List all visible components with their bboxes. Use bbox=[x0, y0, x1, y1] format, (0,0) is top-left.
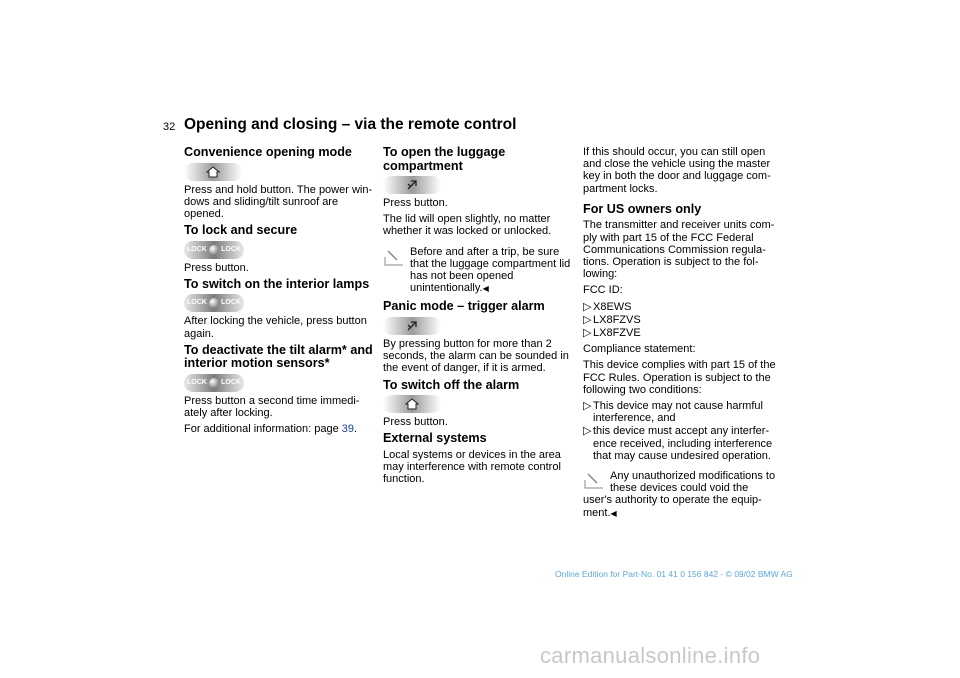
fcc-id: LX8FZVS bbox=[593, 313, 641, 326]
home-icon bbox=[206, 166, 220, 178]
page-link[interactable]: 39 bbox=[341, 423, 355, 436]
heading-open-luggage: To open the luggage compartment bbox=[383, 145, 506, 173]
fcc-id-list bbox=[583, 301, 778, 340]
heading-switch-off-alarm: To switch off the alarm bbox=[383, 377, 520, 392]
note-pencil-icon bbox=[583, 470, 605, 490]
fcc-id: LX8FZVE bbox=[593, 326, 641, 339]
end-mark: ◀ bbox=[482, 284, 489, 294]
bullet-icon: ▷ bbox=[583, 313, 592, 326]
additional-info bbox=[184, 423, 374, 435]
text-open-luggage-2: The lid will open slightly, no matter whether it was locked or unlocked. bbox=[383, 213, 552, 238]
lock-label-left: LOCK bbox=[187, 378, 207, 386]
list-item bbox=[583, 327, 778, 339]
conditions-list bbox=[583, 400, 778, 462]
trunk-button-image bbox=[383, 176, 441, 194]
page-number: 32 bbox=[163, 121, 176, 133]
text-convenience-opening: Press and hold button. The power win-dows and sliding/tilt sunroof are opened. bbox=[184, 183, 373, 220]
list-item bbox=[583, 400, 778, 424]
trunk-button-image bbox=[383, 317, 441, 335]
lock-label-left: LOCK bbox=[187, 245, 207, 253]
heading-deactivate-tilt-alarm: To deactivate the tilt alarm* and interior motion sensors* bbox=[184, 342, 373, 371]
bullet-icon: ▷ bbox=[583, 300, 592, 313]
lock-disc-icon bbox=[209, 245, 219, 255]
trunk-key-icon bbox=[405, 319, 419, 333]
lock-disc-icon bbox=[209, 378, 219, 388]
text-compliance: This device complies with part 15 of the FCC Rules. Operation is subject to the following two conditions: bbox=[583, 359, 776, 396]
trunk-key-icon bbox=[405, 178, 419, 192]
lock-disc-icon bbox=[209, 298, 219, 308]
lock-button-image bbox=[184, 294, 244, 312]
lock-button-image bbox=[184, 241, 244, 259]
text-external-systems: Local systems or devices in the area may interference with remote control function. bbox=[383, 448, 561, 486]
lock-label-right: LOCK bbox=[221, 378, 241, 386]
page-title: Opening and closing – via the remote control bbox=[184, 116, 517, 133]
compliance-label: Compliance statement: bbox=[583, 343, 696, 356]
note-luggage-text: Before and after a trip, be sure that the luggage compartment lid has not been opened unintentionally. bbox=[410, 245, 571, 295]
bullet-icon: ▷ bbox=[583, 326, 592, 339]
column-2 bbox=[383, 146, 573, 489]
heading-convenience-opening: Convenience opening mode bbox=[184, 145, 352, 159]
heading-panic-mode: Panic mode – trigger alarm bbox=[383, 299, 545, 314]
additional-info-text: For additional information: page bbox=[184, 423, 342, 436]
heading-us-owners: For US owners only bbox=[583, 201, 702, 216]
home-button-image bbox=[383, 395, 441, 413]
lock-label-right: LOCK bbox=[221, 245, 241, 253]
home-icon bbox=[405, 398, 419, 410]
fcc-id-label: FCC ID: bbox=[583, 284, 623, 297]
bullet-icon: ▷ bbox=[583, 425, 592, 438]
text-fcc-compliance: The transmitter and receiver units com-ply with part 15 of the FCC Federal Communications Commission regula-tions. Operation is subject to the fol-lowing: bbox=[583, 219, 775, 281]
list-item bbox=[583, 314, 778, 326]
heading-interior-lamps: To switch on the interior lamps bbox=[184, 276, 370, 291]
condition-text: this device must accept any interfer-ence received, including interference that may cause undesired operation. bbox=[593, 425, 773, 462]
text-lock-secure: Press button. bbox=[184, 261, 249, 274]
footer-edition: Online Edition for Part-No. 01 41 0 156 842 - © 09/02 BMW AG bbox=[555, 569, 793, 579]
list-item bbox=[583, 425, 778, 462]
home-button-image bbox=[184, 163, 242, 181]
text-interior-lamps: After locking the vehicle, press button again. bbox=[184, 315, 367, 340]
note-modifications bbox=[583, 470, 778, 520]
note-modifications-text: Any unauthorized modifications to these devices could void the user's authority to operate the equip-ment. bbox=[583, 469, 776, 519]
watermark: carmanualsonline.info bbox=[540, 643, 761, 668]
heading-external-systems: External systems bbox=[383, 431, 487, 446]
lock-label-left: LOCK bbox=[187, 299, 207, 307]
lock-label-right: LOCK bbox=[221, 299, 241, 307]
note-luggage bbox=[383, 246, 573, 296]
lock-button-image bbox=[184, 374, 244, 392]
text-switch-off-alarm: Press button. bbox=[383, 416, 448, 429]
list-item bbox=[583, 301, 778, 313]
text-panic-mode: By pressing button for more than 2 seconds, the alarm can be sounded in the event of danger, if it is armed. bbox=[383, 337, 569, 375]
fcc-id: X8EWS bbox=[593, 300, 632, 313]
note-pencil-icon bbox=[383, 247, 405, 267]
heading-lock-secure: To lock and secure bbox=[184, 223, 298, 238]
bullet-icon: ▷ bbox=[583, 399, 592, 412]
condition-text: This device may not cause harmful interference, and bbox=[593, 399, 763, 425]
column-1 bbox=[184, 146, 374, 439]
text-deactivate-tilt-alarm: Press button a second time immedi-ately after locking. bbox=[184, 394, 360, 419]
text-master-key: If this should occur, you can still open and close the vehicle using the master key in both the door and luggage com-partment locks. bbox=[583, 146, 771, 195]
text-open-luggage-1: Press button. bbox=[383, 197, 448, 209]
column-3 bbox=[583, 146, 778, 525]
end-mark: ◀ bbox=[610, 508, 617, 518]
additional-info-end: . bbox=[354, 423, 358, 436]
